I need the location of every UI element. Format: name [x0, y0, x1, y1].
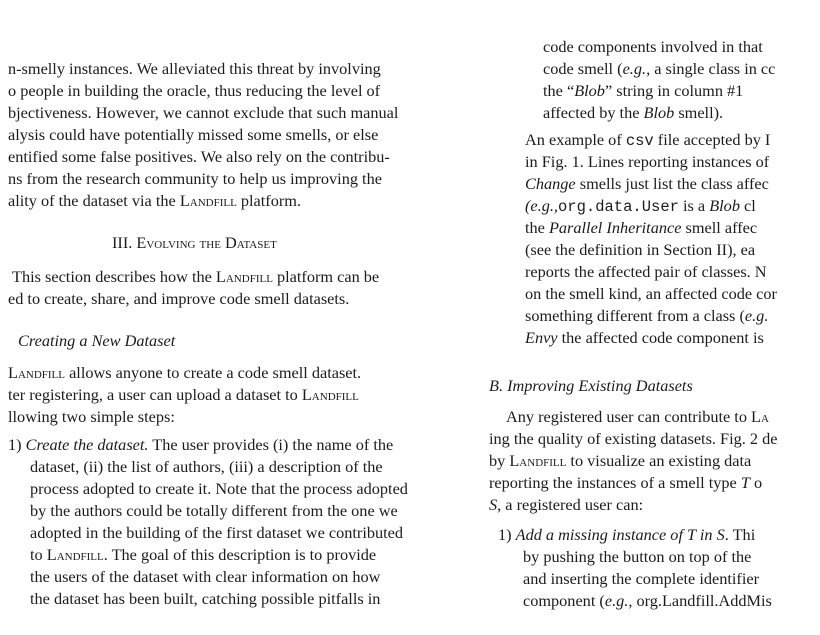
- list-item-line: by the authors could be totally different from the one we: [30, 501, 398, 520]
- paragraph-text: . Thi: [724, 525, 756, 544]
- step-title: Add a missing instance of: [515, 525, 688, 544]
- paragraph-text: component (: [523, 591, 605, 610]
- paragraph-line: entified some false positives. We also rely on the contribu-: [8, 147, 390, 166]
- eg-text: (e.g.,: [525, 196, 558, 215]
- subsection-heading: [489, 375, 820, 397]
- paragraph-text: file accepted by I: [653, 130, 771, 149]
- code-identifier: org.data.User: [558, 198, 679, 216]
- paragraph-line: [489, 450, 820, 472]
- paragraph-text: code smell (: [543, 59, 623, 78]
- section-number: III.: [112, 233, 133, 252]
- section-heading: [112, 232, 412, 254]
- paragraph-text: to visualize an existing data: [566, 451, 752, 470]
- list-item-line: [8, 434, 466, 456]
- paragraph-line: n-smelly instances. We alleviated this threat by involving: [8, 59, 381, 78]
- list-item-line: process adopted to create it. Note that the process adopted: [30, 479, 408, 498]
- paragraph-line: [525, 305, 820, 327]
- paragraph-line: on the smell kind, an affected code cor: [525, 284, 777, 303]
- paragraph-text: affected by the: [543, 103, 644, 122]
- paragraph-line: [525, 173, 820, 195]
- paragraph-line: alysis could have potentially missed some smells, or else: [8, 125, 379, 144]
- paragraph-text: a single class in cc: [650, 59, 776, 78]
- list-item-line: adopted in the building of the first dataset we contributed: [30, 523, 404, 542]
- paragraph-line: [506, 406, 820, 428]
- paragraph-text: smell).: [674, 103, 724, 122]
- step-title: in: [695, 525, 717, 544]
- paragraph-text: ” string in column #1: [604, 81, 744, 100]
- paragraph-line: [525, 195, 820, 217]
- paragraph-text: allows anyone to create a code smell dataset.: [65, 363, 362, 382]
- list-number: 1): [498, 525, 512, 544]
- paragraph-text: the “: [543, 81, 575, 100]
- landfill-name: Landfill: [215, 267, 273, 286]
- paragraph-line: ns from the research community to help us improving the: [8, 169, 382, 188]
- step-title: Create the dataset.: [25, 435, 149, 454]
- paragraph-text: This section describes how the: [12, 267, 216, 286]
- list-item-line: [30, 544, 466, 566]
- list-item-line: dataset, (ii) the list of authors, (iii) a description of the: [30, 457, 383, 476]
- paragraph-text: the affected code component is: [557, 328, 764, 347]
- paragraph-text: org.Landfill.AddMis: [632, 591, 772, 610]
- paragraph-text: the: [525, 218, 549, 237]
- paragraph-text: to: [30, 545, 47, 564]
- code-csv: csv: [625, 132, 654, 150]
- blob-term: Blob: [709, 196, 740, 215]
- paragraph-text: by: [489, 451, 510, 470]
- blob-term: Blob: [574, 81, 605, 100]
- paragraph-line: [8, 190, 466, 212]
- subsection-heading: [18, 330, 418, 352]
- landfill-name: Landfill: [46, 545, 104, 564]
- paragraph-line: bjectiveness. However, we cannot exclude that such manual: [8, 103, 399, 122]
- paragraph-line: ing the quality of existing datasets. Fig. 2 de: [489, 429, 778, 448]
- paragraph-text: is a: [678, 196, 710, 215]
- math-t: T: [687, 525, 696, 544]
- landfill-name: Landfill: [179, 191, 237, 210]
- list-item-line: [523, 590, 820, 612]
- envy-term: Envy: [525, 328, 558, 347]
- paragraph-text: platform can be: [272, 267, 380, 286]
- subsection-title: Creating a New Dataset: [18, 331, 176, 350]
- landfill-name: Landfill: [509, 451, 567, 470]
- math-t: T: [740, 473, 750, 492]
- list-item-line: the users of the dataset with clear information on how: [30, 567, 381, 586]
- paragraph-line: [8, 384, 466, 406]
- landfill-name: Landfill: [301, 385, 359, 404]
- paragraph-line: o people in building the oracle, thus reducing the level of: [8, 81, 381, 100]
- paragraph-text: cl: [739, 196, 756, 215]
- paragraph-line: [489, 494, 820, 516]
- paragraph-text: ter registering, a user can upload a dataset to: [8, 385, 302, 404]
- list-item-line: by pushing the button on top of the: [523, 547, 752, 566]
- paragraph-text: something different from a class (: [525, 306, 745, 325]
- paragraph-text: The user provides (i) the name of the: [148, 435, 394, 454]
- paragraph-text: Any registered user can contribute to: [506, 407, 752, 426]
- paragraph-line: [12, 266, 468, 288]
- paragraph-line: (see the definition in Section II), ea: [525, 240, 756, 259]
- paragraph-line: [525, 129, 820, 151]
- list-item-line: the dataset has been built, catching possible pitfalls in: [30, 589, 381, 608]
- eg-text: e.g.: [744, 306, 769, 325]
- list-item-line: [543, 80, 820, 102]
- paragraph-text: reporting the instances of a smell type: [489, 473, 741, 492]
- paragraph-text: smells just list the class affec: [575, 174, 769, 193]
- list-item-line: [543, 102, 820, 124]
- paragraph-text: ality of the dataset via the: [8, 191, 176, 210]
- blob-term: Blob: [643, 103, 675, 122]
- landfill-name: Landfill: [8, 363, 65, 382]
- paragraph-line: [525, 217, 820, 239]
- change-term: Change: [525, 174, 576, 193]
- subsection-title: B. Improving Existing Datasets: [489, 376, 693, 395]
- paragraph-line: [8, 362, 466, 384]
- paragraph-text: An example of: [525, 130, 626, 149]
- list-item-line: [543, 58, 820, 80]
- smell-term: Parallel Inheritance: [548, 218, 682, 237]
- paragraph-text: . The goal of this description is to provide: [103, 545, 377, 564]
- paragraph-line: in Fig. 1. Lines reporting instances of: [525, 152, 770, 171]
- section-title: Evolving the Dataset: [136, 233, 277, 252]
- eg-text: e.g.,: [604, 591, 633, 610]
- list-number: 1): [8, 435, 22, 454]
- paragraph-text: smell affec: [681, 218, 758, 237]
- paragraph-line: [525, 327, 820, 349]
- paragraph-text: o: [749, 473, 763, 492]
- paragraph-line: ed to create, share, and improve code smell datasets.: [8, 289, 350, 308]
- list-item-line: and inserting the complete identifier: [523, 569, 759, 588]
- paragraph-line: llowing two simple steps:: [8, 407, 175, 426]
- list-item-line: code components involved in that: [543, 37, 763, 56]
- paragraph-text: platform.: [236, 191, 302, 210]
- paragraph-line: reports the affected pair of classes. N: [525, 262, 767, 281]
- list-item-line: [498, 524, 820, 546]
- landfill-name: La: [751, 407, 769, 426]
- math-s: S: [716, 525, 725, 544]
- math-s: S: [489, 495, 498, 514]
- paragraph-line: [489, 472, 820, 494]
- eg-text: e.g.,: [622, 59, 651, 78]
- paragraph-text: , a registered user can:: [497, 495, 644, 514]
